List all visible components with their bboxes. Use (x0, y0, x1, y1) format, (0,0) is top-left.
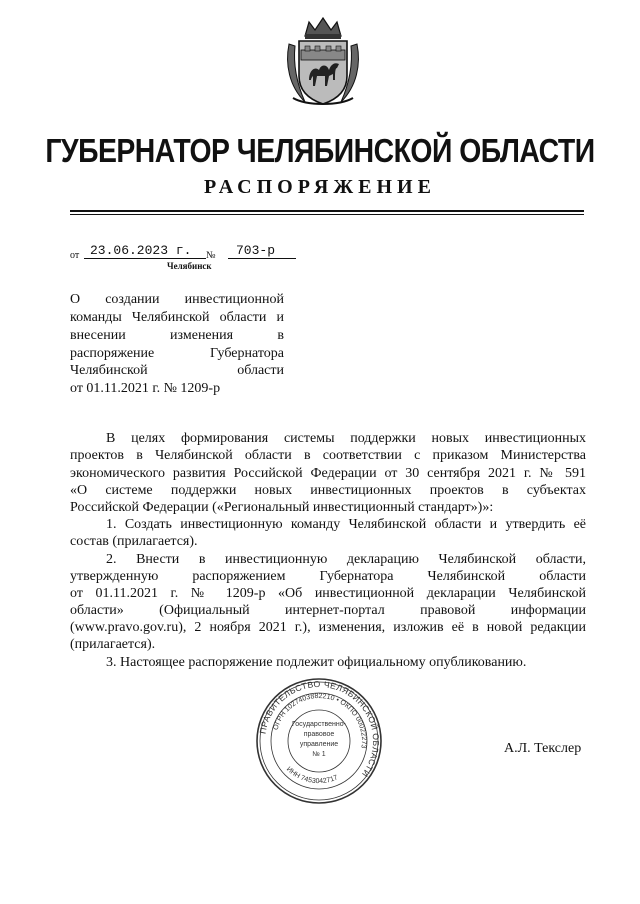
body-line: Российской Федерации («Региональный инвестиционный стандарт»)»: (70, 500, 494, 515)
official-stamp (254, 676, 384, 806)
date-prefix-label: от (70, 250, 80, 261)
stamp-center-line: управление (299, 741, 339, 748)
date-underline (84, 258, 206, 259)
page-title: ГУБЕРНАТОР ЧЕЛЯБИНСКОЙ ОБЛАСТИ (45, 132, 595, 169)
document-number: 703-р (236, 243, 276, 258)
subject-line: Челябинской области (70, 363, 284, 378)
body-line: экономического развития Российской Федерации от 30 сентября 2021 г. № 591 (70, 466, 586, 481)
body-line: (прилагается). (70, 637, 156, 652)
stamp-center-line: правовое (303, 731, 335, 738)
stamp-center-line: Государственно- (291, 721, 347, 728)
number-prefix-label: № (206, 250, 216, 261)
body-line: 1. Создать инвестиционную команду Челябинской области и утвердить её (106, 517, 586, 532)
stamp-center-line: № 1 (312, 751, 326, 758)
header-divider-thick (70, 210, 584, 212)
document-city: Челябинск (167, 261, 212, 271)
header-divider-thin (70, 214, 584, 215)
subject-line: команды Челябинской области и (70, 310, 284, 325)
body-line: области» (Официальный интернет-портал правовой информации (70, 603, 586, 618)
body-line: (www.pravo.gov.ru), 2 ноября 2021 г.), изменения, изложив её в новой редакции (70, 620, 586, 635)
number-underline (228, 258, 296, 259)
body-line: от 01.11.2021 г. № 1209-р «Об инвестиционной декларации Челябинской (70, 586, 586, 601)
chelyabinsk-coat-of-arms-icon (283, 14, 363, 110)
body-line: проектов в Челябинской области в соответствии с приказом Министерства (70, 448, 586, 463)
body-line: В целях формирования системы поддержки новых инвестиционных (106, 431, 586, 446)
svg-text:ИНН 7453042717 (285, 766, 339, 785)
document-type-heading: РАСПОРЯЖЕНИЕ (204, 176, 436, 198)
stamp-inner-text: ОГРН 1027403882210 • ОКПО 00022273 (272, 692, 368, 749)
stamp-outer-text: ПРАВИТЕЛЬСТВО ЧЕЛЯБИНСКОЙ ОБЛАСТИ (257, 678, 382, 780)
subject-line: от 01.11.2021 г. № 1209-р (70, 381, 221, 396)
body-line: состав (прилагается). (70, 534, 198, 549)
subject-line: внесении изменения в (70, 328, 284, 343)
stamp-inn-text: ИНН 7453042717 (284, 765, 340, 786)
subject-line: О создании инвестиционной (70, 292, 284, 307)
signatory-name: А.Л. Текслер (504, 741, 582, 756)
body-line: утвержденную распоряжением Губернатора Челябинской области (70, 569, 586, 584)
body-line: 2. Внести в инвестиционную декларацию Челябинской области, (106, 552, 586, 567)
body-line: 3. Настоящее распоряжение подлежит официальному опубликованию. (106, 655, 527, 670)
subject-line: распоряжение Губернатора (70, 346, 284, 361)
document-date: 23.06.2023 г. (90, 243, 192, 258)
body-line: «О системе поддержки новых инвестиционных проектов в субъектах (70, 483, 586, 498)
